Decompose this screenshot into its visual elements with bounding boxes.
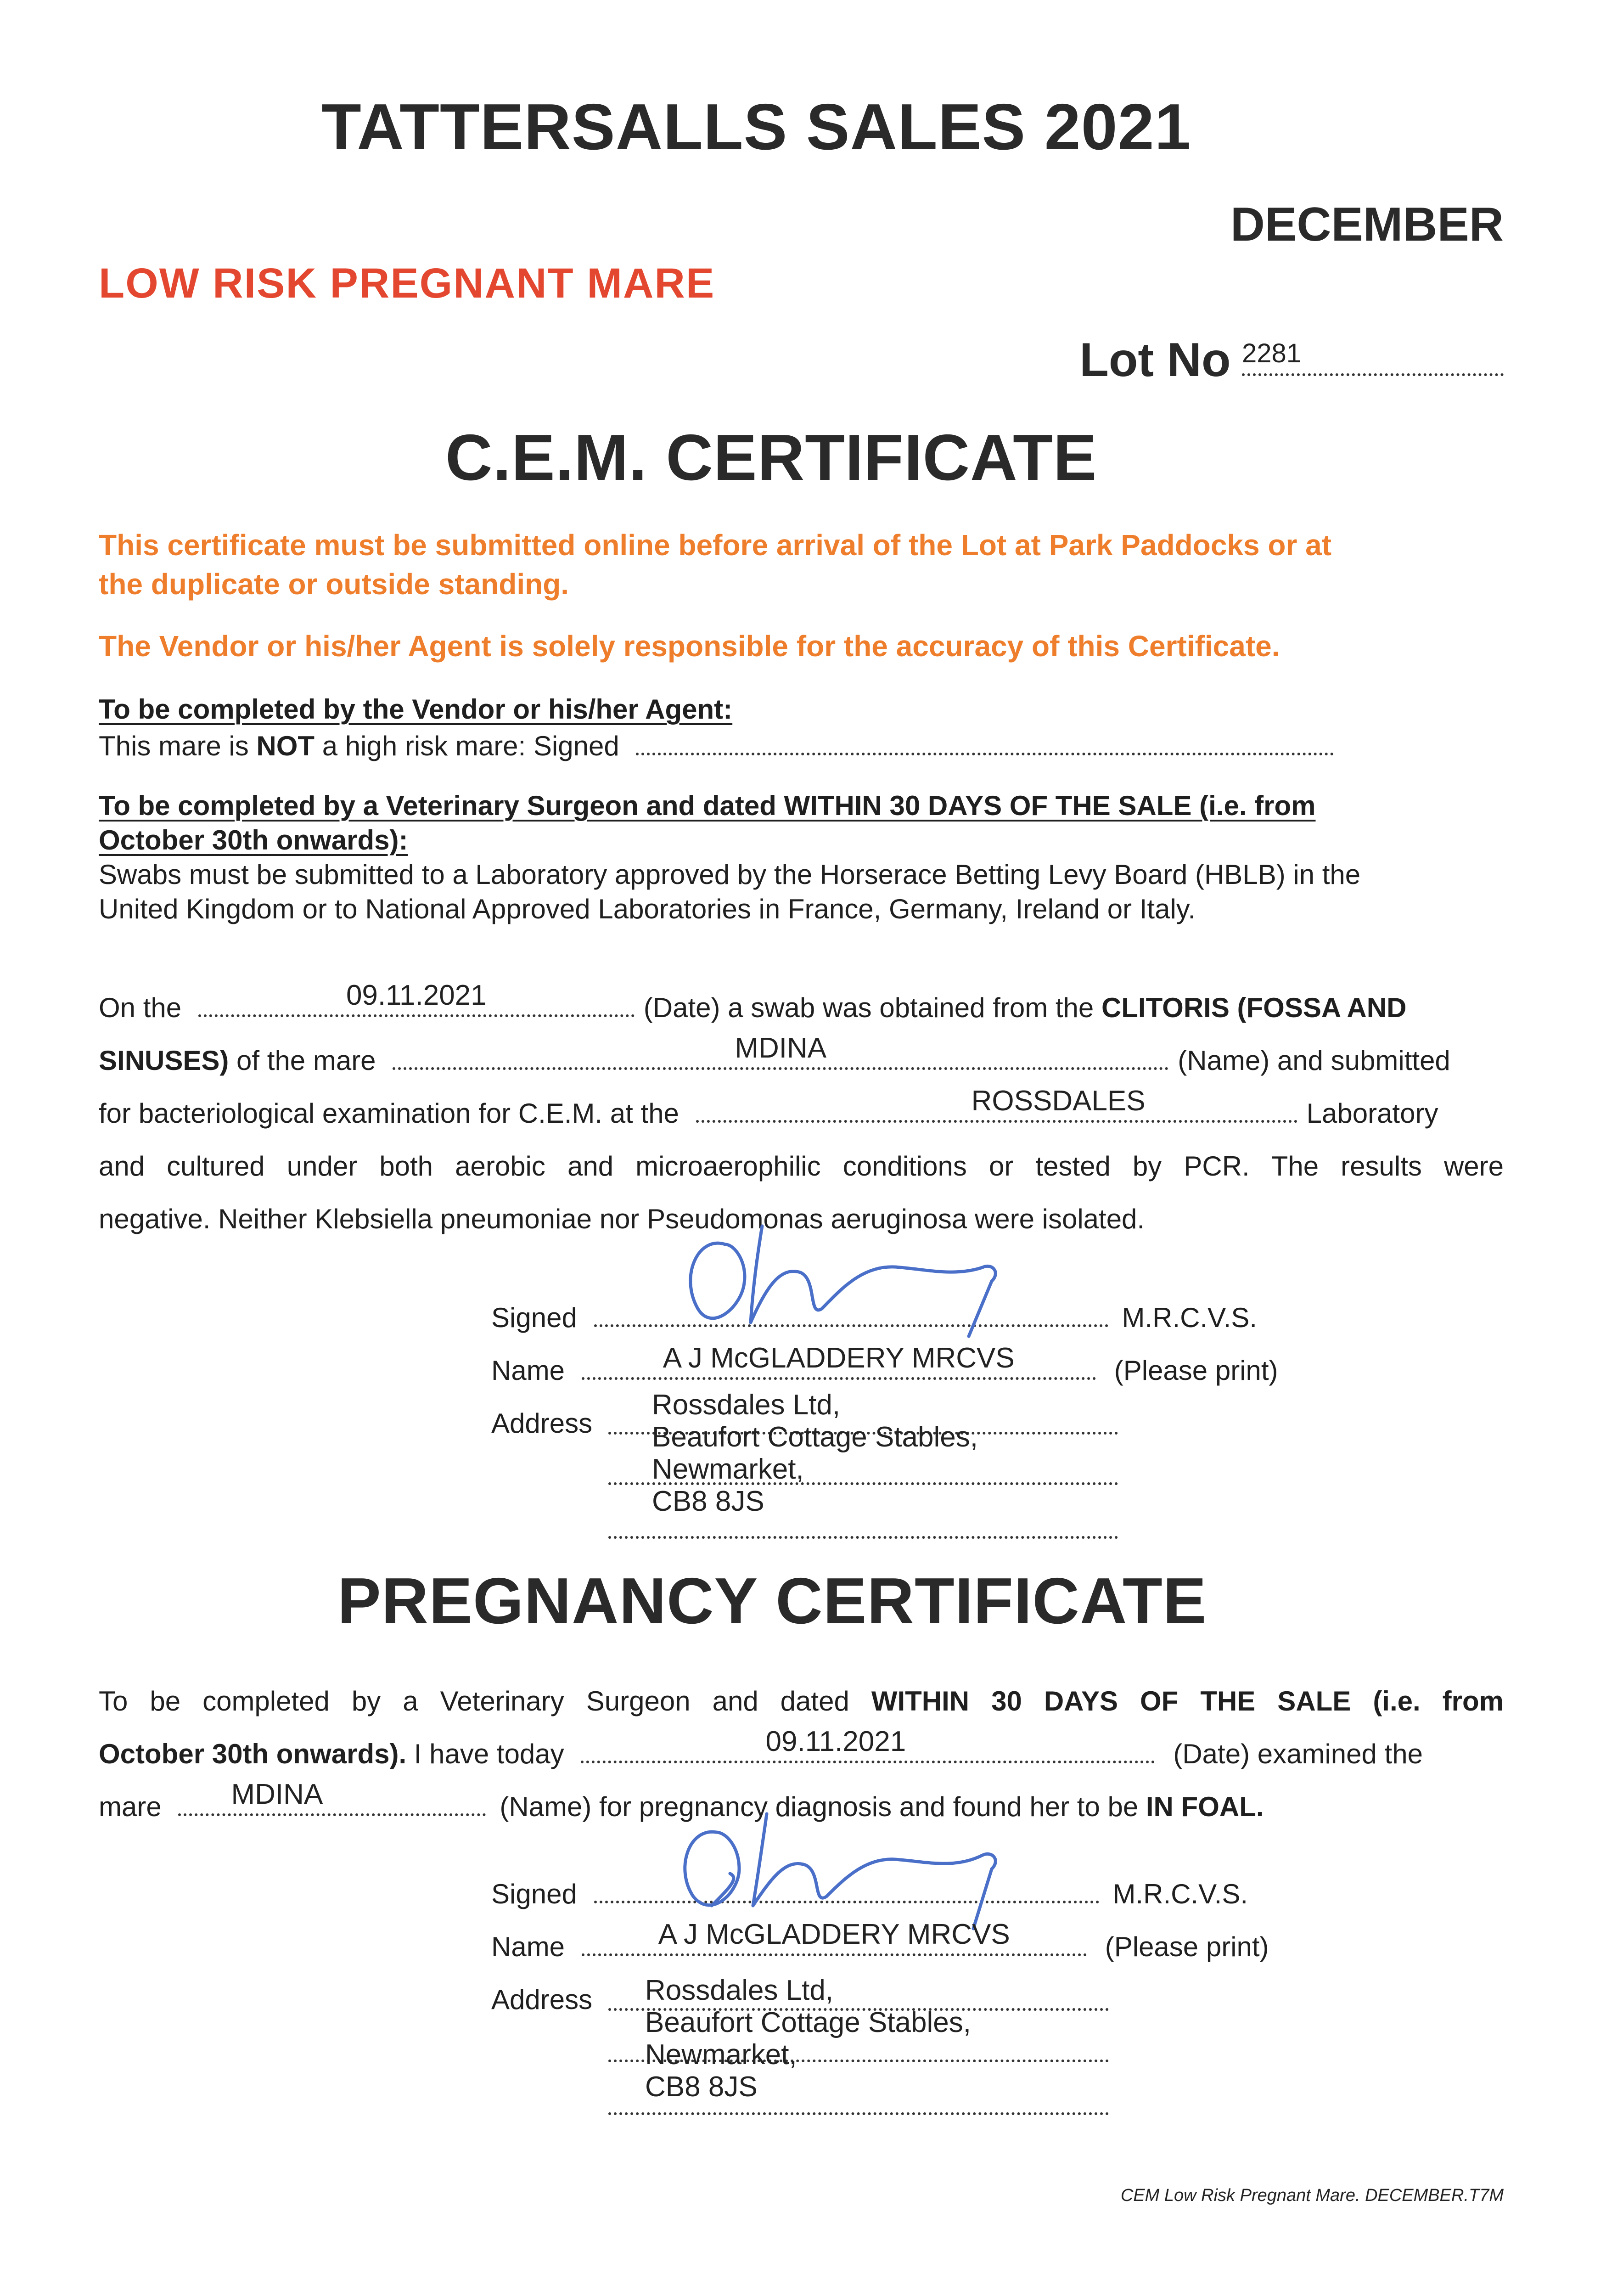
lot-number-field[interactable]	[1242, 338, 1504, 376]
cem-lab-value: ROSSDALES	[971, 1085, 1146, 1117]
pregnancy-certificate-title: PREGNANCY CERTIFICATE	[337, 1564, 1207, 1638]
document-title: TATTERSALLS SALES 2021	[321, 90, 1191, 163]
pregnancy-vet-name-value: A J McGLADDERY MRCVS	[658, 1919, 1010, 1950]
cem-date-field[interactable]	[198, 979, 635, 1017]
cem-lab-row	[99, 1085, 1438, 1129]
pregnancy-mrcvs-label: M.R.C.V.S.	[1112, 1879, 1248, 1909]
vet-section-heading-line-1: To be completed by a Veterinary Surgeon and dated WITHIN 30 DAYS OF THE SALE (i.e. from	[99, 790, 1316, 821]
pregnancy-mare-name-value: MDINA	[231, 1778, 323, 1810]
cem-mare-row	[99, 1032, 1450, 1076]
pregnancy-signed-label: Signed	[491, 1879, 577, 1909]
clitoris-text: CLITORIS (FOSSA AND	[1101, 992, 1407, 1023]
cem-responsibility-notice: The Vendor or his/her Agent is solely responsible for the accuracy of this Certificate.	[99, 630, 1280, 663]
cem-address-town: Newmarket,	[652, 1453, 804, 1485]
cem-notice-line-1: This certificate must be submitted online before arrival of the Lot at Park Paddocks or at	[99, 529, 1332, 562]
vendor-declaration-not: NOT	[256, 731, 315, 761]
lot-label: Lot No	[1079, 333, 1231, 387]
lot-number-row	[1079, 333, 1504, 388]
vendor-declaration	[99, 730, 1334, 762]
pregnancy-mare-label: mare	[99, 1791, 162, 1822]
cem-address-company: Rossdales Ltd,	[652, 1389, 841, 1421]
lot-number-value: 2281	[1242, 338, 1302, 368]
pregnancy-diagnosis-text: (Name) for pregnancy diagnosis and found her to be	[500, 1791, 1146, 1822]
sale-month: DECEMBER	[1230, 198, 1504, 251]
pregnancy-examined-text: (Date) examined the	[1173, 1739, 1423, 1769]
cem-address-block	[652, 1389, 978, 1518]
cem-negative-statement: negative. Neither Klebsiella pneumoniae nor Pseudomonas aeruginosa were isolated.	[99, 1204, 1145, 1234]
laboratory-label: Laboratory	[1306, 1098, 1438, 1129]
pregnancy-today-text: I have today	[406, 1739, 564, 1769]
pregnancy-date-value: 09.11.2021	[765, 1726, 906, 1757]
vendor-signature-field[interactable]	[636, 745, 1334, 755]
cem-name-row	[491, 1342, 1278, 1386]
on-the-label: On the	[99, 992, 182, 1023]
pregnancy-october-text: October 30th onwards).	[99, 1739, 407, 1769]
sinuses-text: SINUSES)	[99, 1045, 229, 1076]
cem-lab-field[interactable]	[696, 1085, 1297, 1123]
cem-date-value: 09.11.2021	[346, 979, 487, 1011]
pregnancy-address-company: Rossdales Ltd,	[645, 1975, 834, 2006]
cem-name-label: Name	[491, 1355, 565, 1386]
pregnancy-address-line-3[interactable]	[608, 2112, 1109, 2115]
vendor-signed-label: a high risk mare: Signed	[314, 731, 619, 761]
cem-signed-label: Signed	[491, 1302, 577, 1333]
bacteriological-text: for bacteriological examination for C.E.M. at the	[99, 1098, 679, 1129]
pregnancy-address-label: Address	[491, 1984, 593, 2015]
name-submitted-text: (Name) and submitted	[1178, 1045, 1450, 1076]
cem-mrcvs-label: M.R.C.V.S.	[1122, 1302, 1258, 1333]
cem-vet-signature	[670, 1217, 1019, 1341]
cem-mare-name-value: MDINA	[735, 1032, 827, 1064]
of-the-mare-label: of the mare	[229, 1045, 376, 1076]
pregnancy-vet-name-field[interactable]	[582, 1919, 1087, 1956]
pregnancy-date-field[interactable]	[581, 1726, 1155, 1763]
cem-mare-name-field[interactable]	[393, 1032, 1168, 1070]
cem-address-label: Address	[491, 1408, 593, 1439]
pregnancy-address-town: Newmarket,	[645, 2039, 797, 2071]
cem-vet-name-field[interactable]	[582, 1342, 1096, 1380]
pregnancy-within-30-days: WITHIN 30 DAYS OF THE SALE (i.e. from	[871, 1686, 1504, 1716]
cem-swab-date-row	[99, 979, 1407, 1024]
pregnancy-instruction-line-1	[99, 1685, 1504, 1717]
pregnancy-address-block	[645, 1975, 971, 2103]
pregnancy-mare-name-field[interactable]	[178, 1778, 486, 1816]
cem-address-postcode: CB8 8JS	[652, 1486, 764, 1517]
cem-please-print-label: (Please print)	[1114, 1355, 1278, 1386]
cem-certificate-title: C.E.M. CERTIFICATE	[445, 421, 1097, 494]
date-suffix-text: (Date) a swab was obtained from the	[643, 992, 1101, 1023]
vet-section-heading-line-2: October 30th onwards):	[99, 825, 408, 855]
pregnancy-date-row	[99, 1726, 1423, 1770]
pregnancy-instruction-text: To be completed by a Veterinary Surgeon and dated	[99, 1686, 871, 1716]
pregnancy-please-print-label: (Please print)	[1105, 1931, 1269, 1962]
mare-category: LOW RISK PREGNANT MARE	[99, 260, 715, 307]
pregnancy-in-foal: IN FOAL.	[1146, 1791, 1264, 1822]
pregnancy-address-street: Beaufort Cottage Stables,	[645, 2007, 972, 2038]
pregnancy-address-postcode: CB8 8JS	[645, 2071, 758, 2103]
pregnancy-name-row	[491, 1919, 1269, 1963]
cem-notice-line-2: the duplicate or outside standing.	[99, 568, 569, 601]
vendor-declaration-text: This mare is	[99, 731, 257, 761]
pregnancy-vet-signature	[661, 1800, 1028, 1933]
swabs-instruction-line-1: Swabs must be submitted to a Laboratory approved by the Horserace Betting Levy Board (HBLB) in the	[99, 859, 1361, 890]
pregnancy-name-label: Name	[491, 1931, 565, 1962]
vendor-section-heading: To be completed by the Vendor or his/her Agent:	[99, 694, 733, 725]
cem-address-street: Beaufort Cottage Stables,	[652, 1421, 978, 1453]
cem-culture-statement: and cultured under both aerobic and microaerophilic conditions or tested by PCR. The results were	[99, 1151, 1504, 1182]
form-reference-code: CEM Low Risk Pregnant Mare. DECEMBER.T7M	[1120, 2186, 1504, 2205]
cem-vet-name-value: A J McGLADDERY MRCVS	[663, 1342, 1015, 1374]
cem-address-line-3[interactable]	[608, 1536, 1118, 1539]
swabs-instruction-line-2: United Kingdom or to National Approved Laboratories in France, Germany, Ireland or Italy.	[99, 894, 1196, 924]
